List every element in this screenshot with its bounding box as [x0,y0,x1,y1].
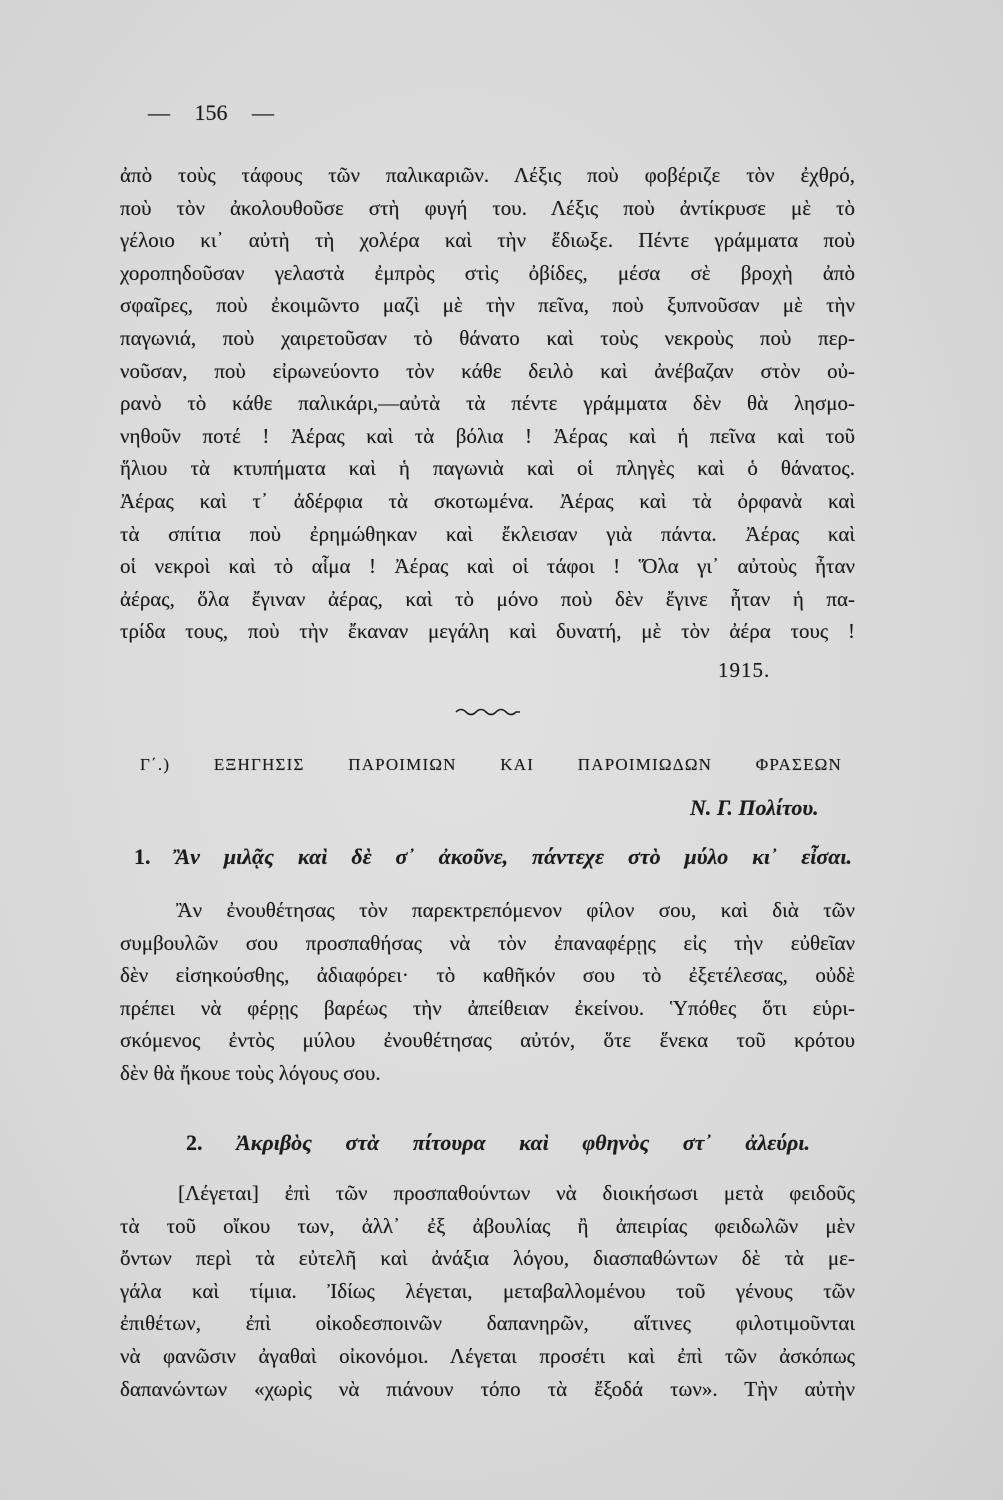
section-heading: Γ΄.) ΕΞΗΓΗΣΙΣ ΠΑΡΟΙΜΙΩΝ ΚΑΙ ΠΑΡΟΙΜΙΩΔΩΝ ΦΡΑΣΕΩΝ [140,755,842,774]
entry-body-1 [120,894,855,1090]
text-line: τὰ τοῦ οἴκου των, ἀλλ᾽ ἐξ ἀβουλίας ἢ ἀπειρίας φειδωλῶν μὲν [120,1213,855,1238]
section-author: Ν. Γ. Πολίτου. [690,795,819,820]
text-line: Ἀέρας καὶ τ᾽ ἀδέρφια τὰ σκοτωμένα. Ἀέρας καὶ τὰ ὀρφανὰ καὶ [120,488,855,513]
page-number: — 156 — [148,100,274,125]
text-line: πρέπει νὰ φέρῃς βαρέως τὴν ἀπείθειαν ἐκείνου. Ὑπόθες ὅτι εὑρι- [120,995,855,1020]
date: 1915. [718,658,771,682]
text-line: δαπανώντων «χωρὶς νὰ πιάνουν τόπο τὰ ἔξοδά των». Τὴν αὐτὴν [120,1376,855,1401]
text-line: νηθοῦν ποτέ ! Ἀέρας καὶ τὰ βόλια ! Ἀέρας καὶ ἡ πεῖνα καὶ τοῦ [120,423,855,448]
text-line: τὰ σπίτια ποὺ ἐρημώθηκαν καὶ ἔκλεισαν γιὰ πάντα. Ἀέρας καὶ [120,521,855,546]
text-line: δὲν εἰσηκούσθης, ἀδιαφόρει· τὸ καθῆκόν σου τὸ ἐξετέλεσας, οὐδὲ [120,963,855,988]
entry-title-2 [186,1127,810,1159]
text-line: σφαῖρες, ποὺ ἐκοιμῶντο μαζὶ μὲ τὴν πεῖνα, ποὺ ξυπνοῦσαν μὲ τὴν [120,293,855,318]
text-line: ρανὸ τὸ κάθε παλικάρι,—αὐτὰ τὰ πέντε γράμματα δὲν θὰ λησμο- [120,391,855,416]
text-line: ἥλιου τὰ κτυπήματα καὶ ἡ παγωνιὰ καὶ οἱ πληγὲς καὶ ὁ θάνατος. [120,456,855,481]
entry-number: 2. [186,1130,203,1155]
text-line: δὲν θὰ ἤκουε τοὺς λόγους σου. [120,1060,381,1085]
text-line: ἀέρας, ὅλα ἔγιναν ἀέρας, καὶ τὸ μόνο ποὺ δὲν ἔγινε ἦταν ἡ πα- [120,586,855,611]
text-line: συμβουλῶν σου προσπαθήσας νὰ τὸν ἐπαναφέρῃς εἰς τὴν εὐθεῖαν [120,930,855,955]
ornament-divider [454,704,522,718]
text-line: ὄντων περὶ τὰ εὐτελῆ καὶ ἀνάξια λόγου, διασπαθώντων δὲ τὰ με- [120,1246,855,1271]
text-block [120,159,855,648]
text-line: γάλα καὶ τίμια. Ἰδίως λέγεται, μεταβαλλομένου τοῦ γένους τῶν [120,1278,855,1303]
text-line: Ἂν ἐνουθέτησας τὸν παρεκτρεπόμενον φίλον σου, καὶ διὰ τῶν [176,898,855,922]
text-line: γέλοιο κι᾽ αὐτὴ τὴ χολέρα καὶ τὴν ἔδιωξε. Πέντε γράμματα ποὺ [120,228,855,253]
text-line: σκόμενος ἐντὸς μύλου ἐνουθέτησας αὐτόν, ὅτε ἕνεκα τοῦ κρότου [120,1028,855,1053]
entry-title-1 [134,841,852,873]
text-line: νοῦσαν, ποὺ εἰρωνεύοντο τὸν κάθε δειλὸ καὶ ἀνέβαζαν στὸν οὐ- [120,358,855,383]
text-line: [Λέγεται] ἐπὶ τῶν προσπαθούντων νὰ διοικήσωσι μετὰ φειδοῦς [178,1181,855,1205]
entry-body-2 [120,1177,855,1405]
entry-number: 1. [134,844,151,869]
text-line: παγωνιά, ποὺ χαιρετοῦσαν τὸ θάνατο καὶ τοὺς νεκροὺς ποὺ περ- [120,325,855,350]
text-line: χοροπηδοῦσαν γελαστὰ ἐμπρὸς στὶς ὀβίδες, μέσα σὲ βροχὴ ἀπὸ [120,260,855,285]
text-line: τρίδα τους, ποὺ τὴν ἔκαναν μεγάλη καὶ δυνατή, μὲ τὸν ἀέρα τους ! [120,619,855,644]
text-line: νὰ φανῶσιν ἀγαθαὶ οἰκονόμοι. Λέγεται προσέτι καὶ ἐπὶ τῶν ἀσκόπως [120,1343,855,1368]
text-line: οἱ νεκροὶ καὶ τὸ αἷμα ! Ἀέρας καὶ οἱ τάφοι ! Ὅλα γι᾽ αὐτοὺς ἦταν [120,554,855,579]
text-line: ἀπὸ τοὺς τάφους τῶν παλικαριῶν. Λέξις ποὺ φοβέριζε τὸν ἐχθρό, [120,163,855,187]
entry-proverb: Ἂν μιλᾷς καὶ δὲ σ᾽ ἀκοῦνε, πάντεχε στὸ μύλο κι᾽ εἶσαι. [174,844,852,869]
text-line: ποὺ τὸν ἀκολουθοῦσε στὴ φυγή του. Λέξις ποὺ ἀντίκρυσε μὲ τὸ [120,195,855,220]
entry-proverb: Ἀκριβὸς στὰ πίτουρα καὶ φθηνὸς στ᾽ ἀλεύρι. [236,1130,810,1155]
text-line: ἐπιθέτων, ἐπὶ οἰκοδεσποινῶν δαπανηρῶν, αἵτινες φιλοτιμοῦνται [120,1311,855,1336]
